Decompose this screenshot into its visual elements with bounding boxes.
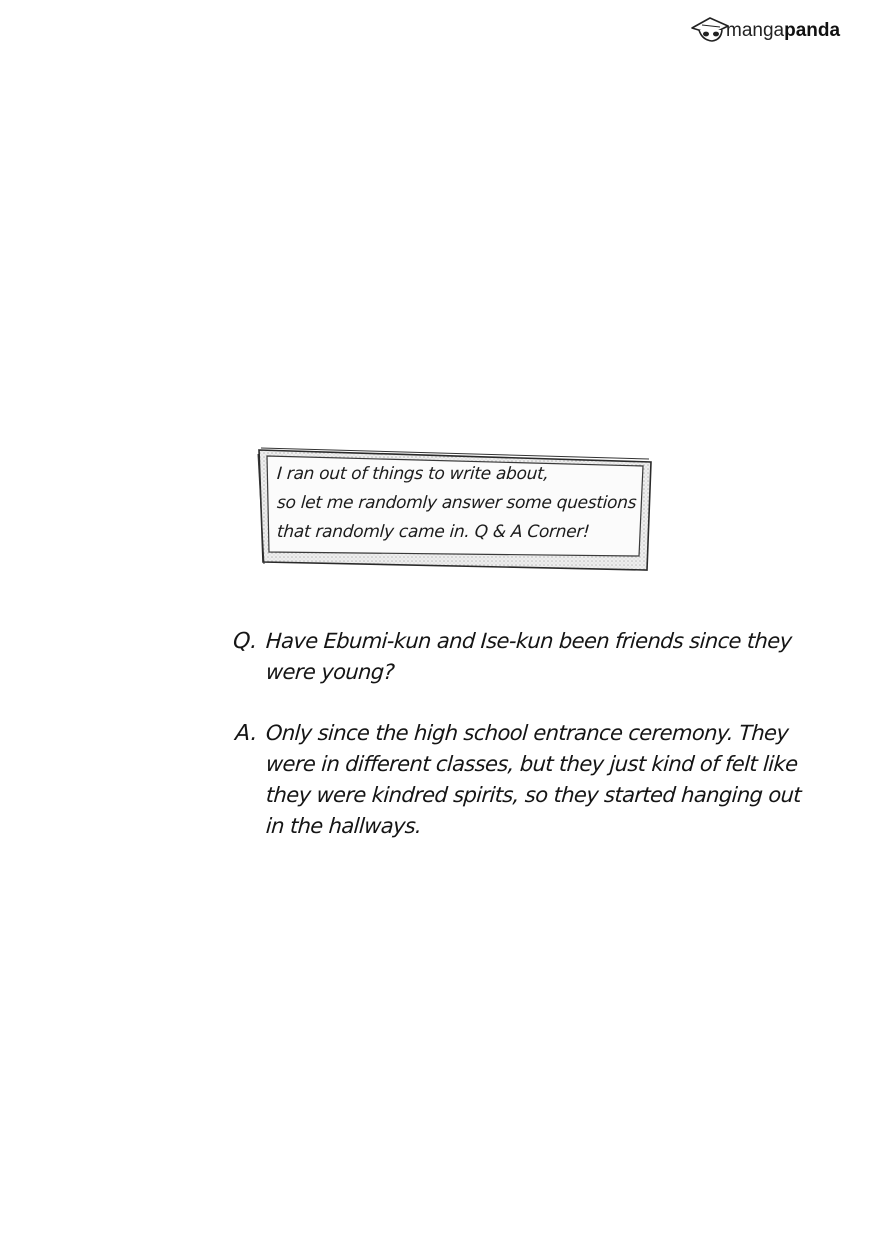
answer-line: Only since the high school entrance ceremony. They (265, 721, 790, 745)
mangapanda-wordmark: mangapanda (726, 19, 841, 41)
question-line: were young? (265, 660, 395, 684)
mangapanda-logo (690, 12, 862, 48)
answer-line: in the hallways. (265, 814, 423, 838)
author-note-box (255, 444, 655, 574)
qa-answer (232, 718, 802, 842)
note-line: I ran out of things to write about, (276, 464, 550, 484)
note-text (277, 460, 647, 547)
qa-question (232, 626, 792, 688)
panda-hat-icon (690, 14, 730, 46)
note-line: so let me randomly answer some questions (276, 493, 637, 513)
question-text (266, 626, 792, 688)
answer-line: they were kindred spirits, so they started hanging out (265, 783, 802, 807)
answer-line: were in different classes, but they just kind of felt like (265, 752, 799, 776)
question-prefix: Q. (232, 629, 259, 654)
answer-text (266, 718, 801, 842)
answer-prefix: A. (234, 721, 259, 746)
note-line: that randomly came in. Q & A Corner! (276, 522, 591, 542)
question-line: Have Ebumi-kun and Ise-kun been friends since they (265, 629, 793, 653)
